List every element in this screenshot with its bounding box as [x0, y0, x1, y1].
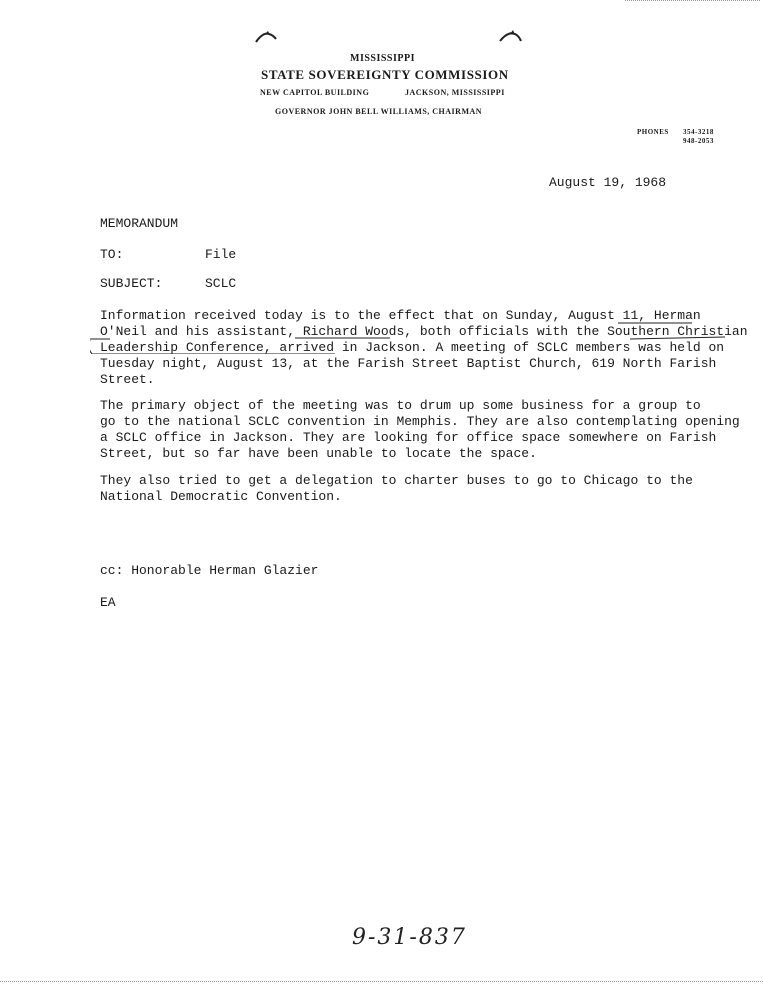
body-p1-line1: Information received today is to the effect that on Sunday, August 11, Herman	[100, 308, 701, 323]
letterhead-chairman: GOVERNOR JOHN BELL WILLIAMS, CHAIRMAN	[275, 107, 483, 116]
body-p1-line4: Tuesday night, August 13, at the Farish Street Baptist Church, 619 North Farish	[100, 356, 717, 371]
memo-heading: MEMORANDUM	[100, 216, 179, 231]
handwritten-underlines	[90, 318, 740, 354]
letterhead-commission: STATE SOVEREIGNTY COMMISSION	[261, 67, 509, 82]
cc-line: cc: Honorable Herman Glazier	[100, 563, 319, 578]
handwritten-file-number: 9-31-837	[352, 925, 467, 950]
body-p2-line1: The primary object of the meeting was to drum up some business for a group to	[100, 398, 701, 413]
phones-label: PHONES	[637, 128, 669, 136]
body-p3-line1: They also tried to get a delegation to charter buses to go to Chicago to the	[100, 473, 693, 488]
scan-edge-bottom	[0, 981, 763, 982]
body-p3-line2: National Democratic Convention.	[100, 489, 342, 504]
body-p2-line3: a SCLC office in Jackson. They are looking for office space somewhere on Farish	[100, 430, 717, 445]
body-p1-line3: Leadership Conference, arrived in Jackson. A meeting of SCLC members was held on	[100, 340, 725, 355]
body-p2-line2: go to the national SCLC convention in Memphis. They are also contemplating opening	[100, 414, 740, 429]
body-p2-line4: Street, but so far have been unable to locate the space.	[100, 446, 537, 461]
to-value: File	[205, 247, 237, 262]
emblem-left-icon	[255, 30, 277, 44]
emblem-right-icon	[498, 30, 522, 44]
letterhead-city: JACKSON, MISSISSIPPI	[405, 88, 505, 97]
body-p1-line2: O'Neil and his assistant, Richard Woods, both officials with the Southern Christian	[100, 324, 748, 339]
typist-initials: EA	[100, 595, 116, 610]
letterhead-state: MISSISSIPPI	[350, 53, 415, 64]
scan-edge-top	[625, 0, 760, 1]
body-p1-line5: Street.	[100, 372, 155, 387]
letterhead-building: NEW CAPITOL BUILDING	[260, 88, 370, 97]
to-label: TO:	[100, 247, 124, 262]
subject-value: SCLC	[205, 276, 237, 291]
phone-1: 354-3218	[683, 128, 714, 136]
memo-date: August 19, 1968	[549, 175, 667, 190]
subject-label: SUBJECT:	[100, 276, 163, 291]
phone-2: 948-2053	[683, 137, 714, 145]
